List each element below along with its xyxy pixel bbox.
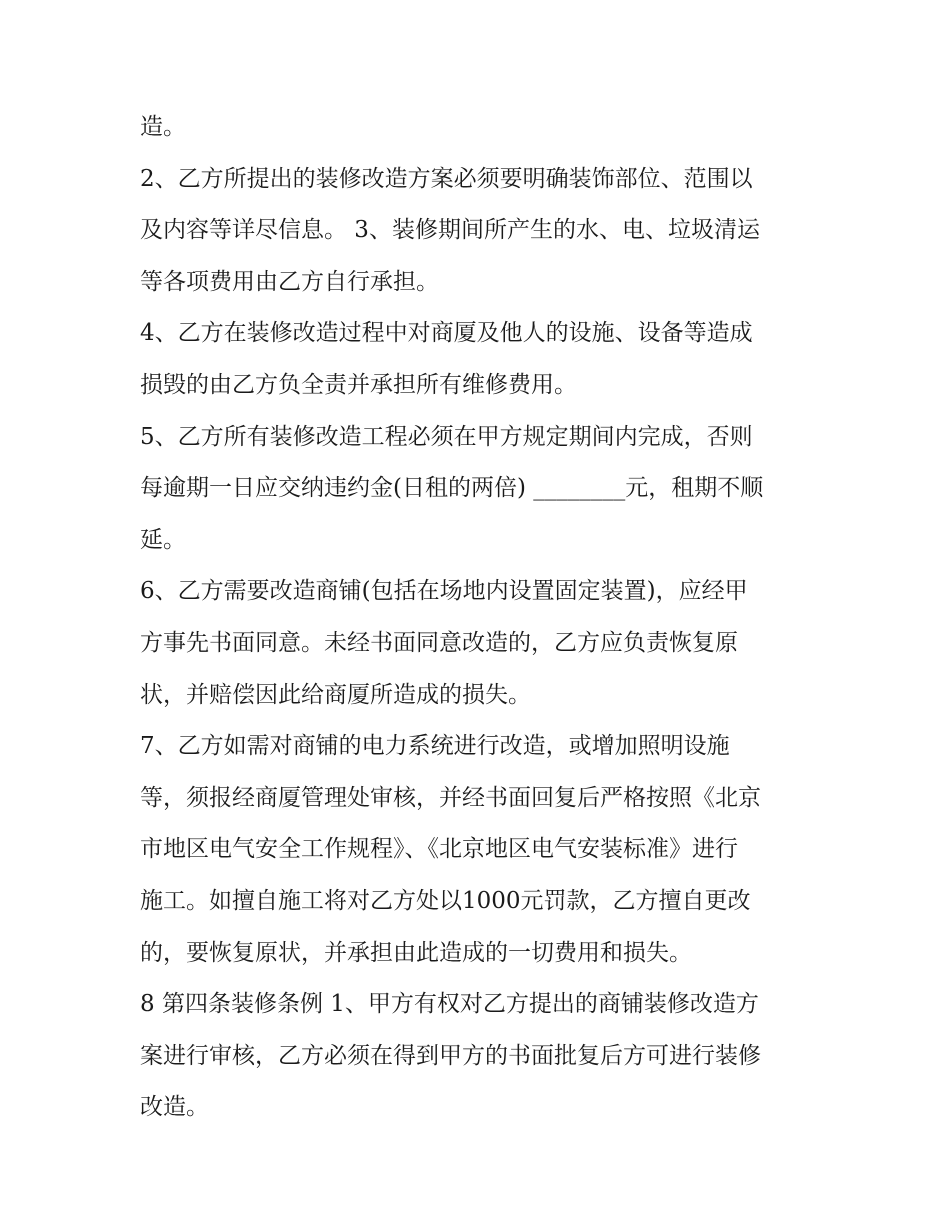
text-line: 5、乙方所有装修改造工程必须在甲方规定期间内完成，否则	[140, 423, 753, 450]
text-line: 7、乙方如需对商铺的电力系统进行改造，或增加照明设施	[140, 733, 730, 760]
document-body	[140, 102, 820, 1134]
text-line: 市地区电气安全工作规程》、《北京地区电气安装标准》进行	[140, 836, 738, 863]
text-line: 等各项费用由乙方自行承担。	[140, 268, 439, 295]
text-line: 施工。如擅自施工将对乙方处以1000元罚款，乙方擅自更改	[140, 887, 751, 914]
text-line: 6、乙方需要改造商铺(包括在场地内设置固定装置)，应经甲	[140, 578, 748, 605]
text-line: 案进行审核，乙方必须在得到甲方的书面批复后方可进行装修	[140, 1042, 761, 1069]
text-line: 及内容等详尽信息。 3、装修期间所产生的水、电、垃圾清运	[140, 217, 760, 244]
text-line: 2、乙方所提出的装修改造方案必须要明确装饰部位、范围以	[140, 165, 753, 192]
text-line: 每逾期一日应交纳违约金(日租的两倍) ________元，租期不顺	[140, 475, 764, 502]
text-line: 造。	[140, 114, 186, 140]
text-line: 改造。	[140, 1094, 209, 1121]
text-line: 损毁的由乙方负全责并承担所有维修费用。	[140, 371, 577, 398]
text-line: 的，要恢复原状，并承担由此造成的一切费用和损失。	[140, 939, 692, 966]
text-line: 方事先书面同意。未经书面同意改造的，乙方应负责恢复原	[140, 629, 738, 656]
text-line: 状，并赔偿因此给商厦所造成的损失。	[140, 681, 531, 708]
text-line: 8 第四条装修条例 1、甲方有权对乙方提出的商铺装修改造方	[140, 991, 759, 1018]
text-line: 等，须报经商厦管理处审核，并经书面回复后严格按照《北京	[140, 784, 761, 811]
text-line: 延。	[140, 526, 186, 553]
text-line: 4、乙方在装修改造过程中对商厦及他人的设施、设备等造成	[140, 320, 753, 347]
